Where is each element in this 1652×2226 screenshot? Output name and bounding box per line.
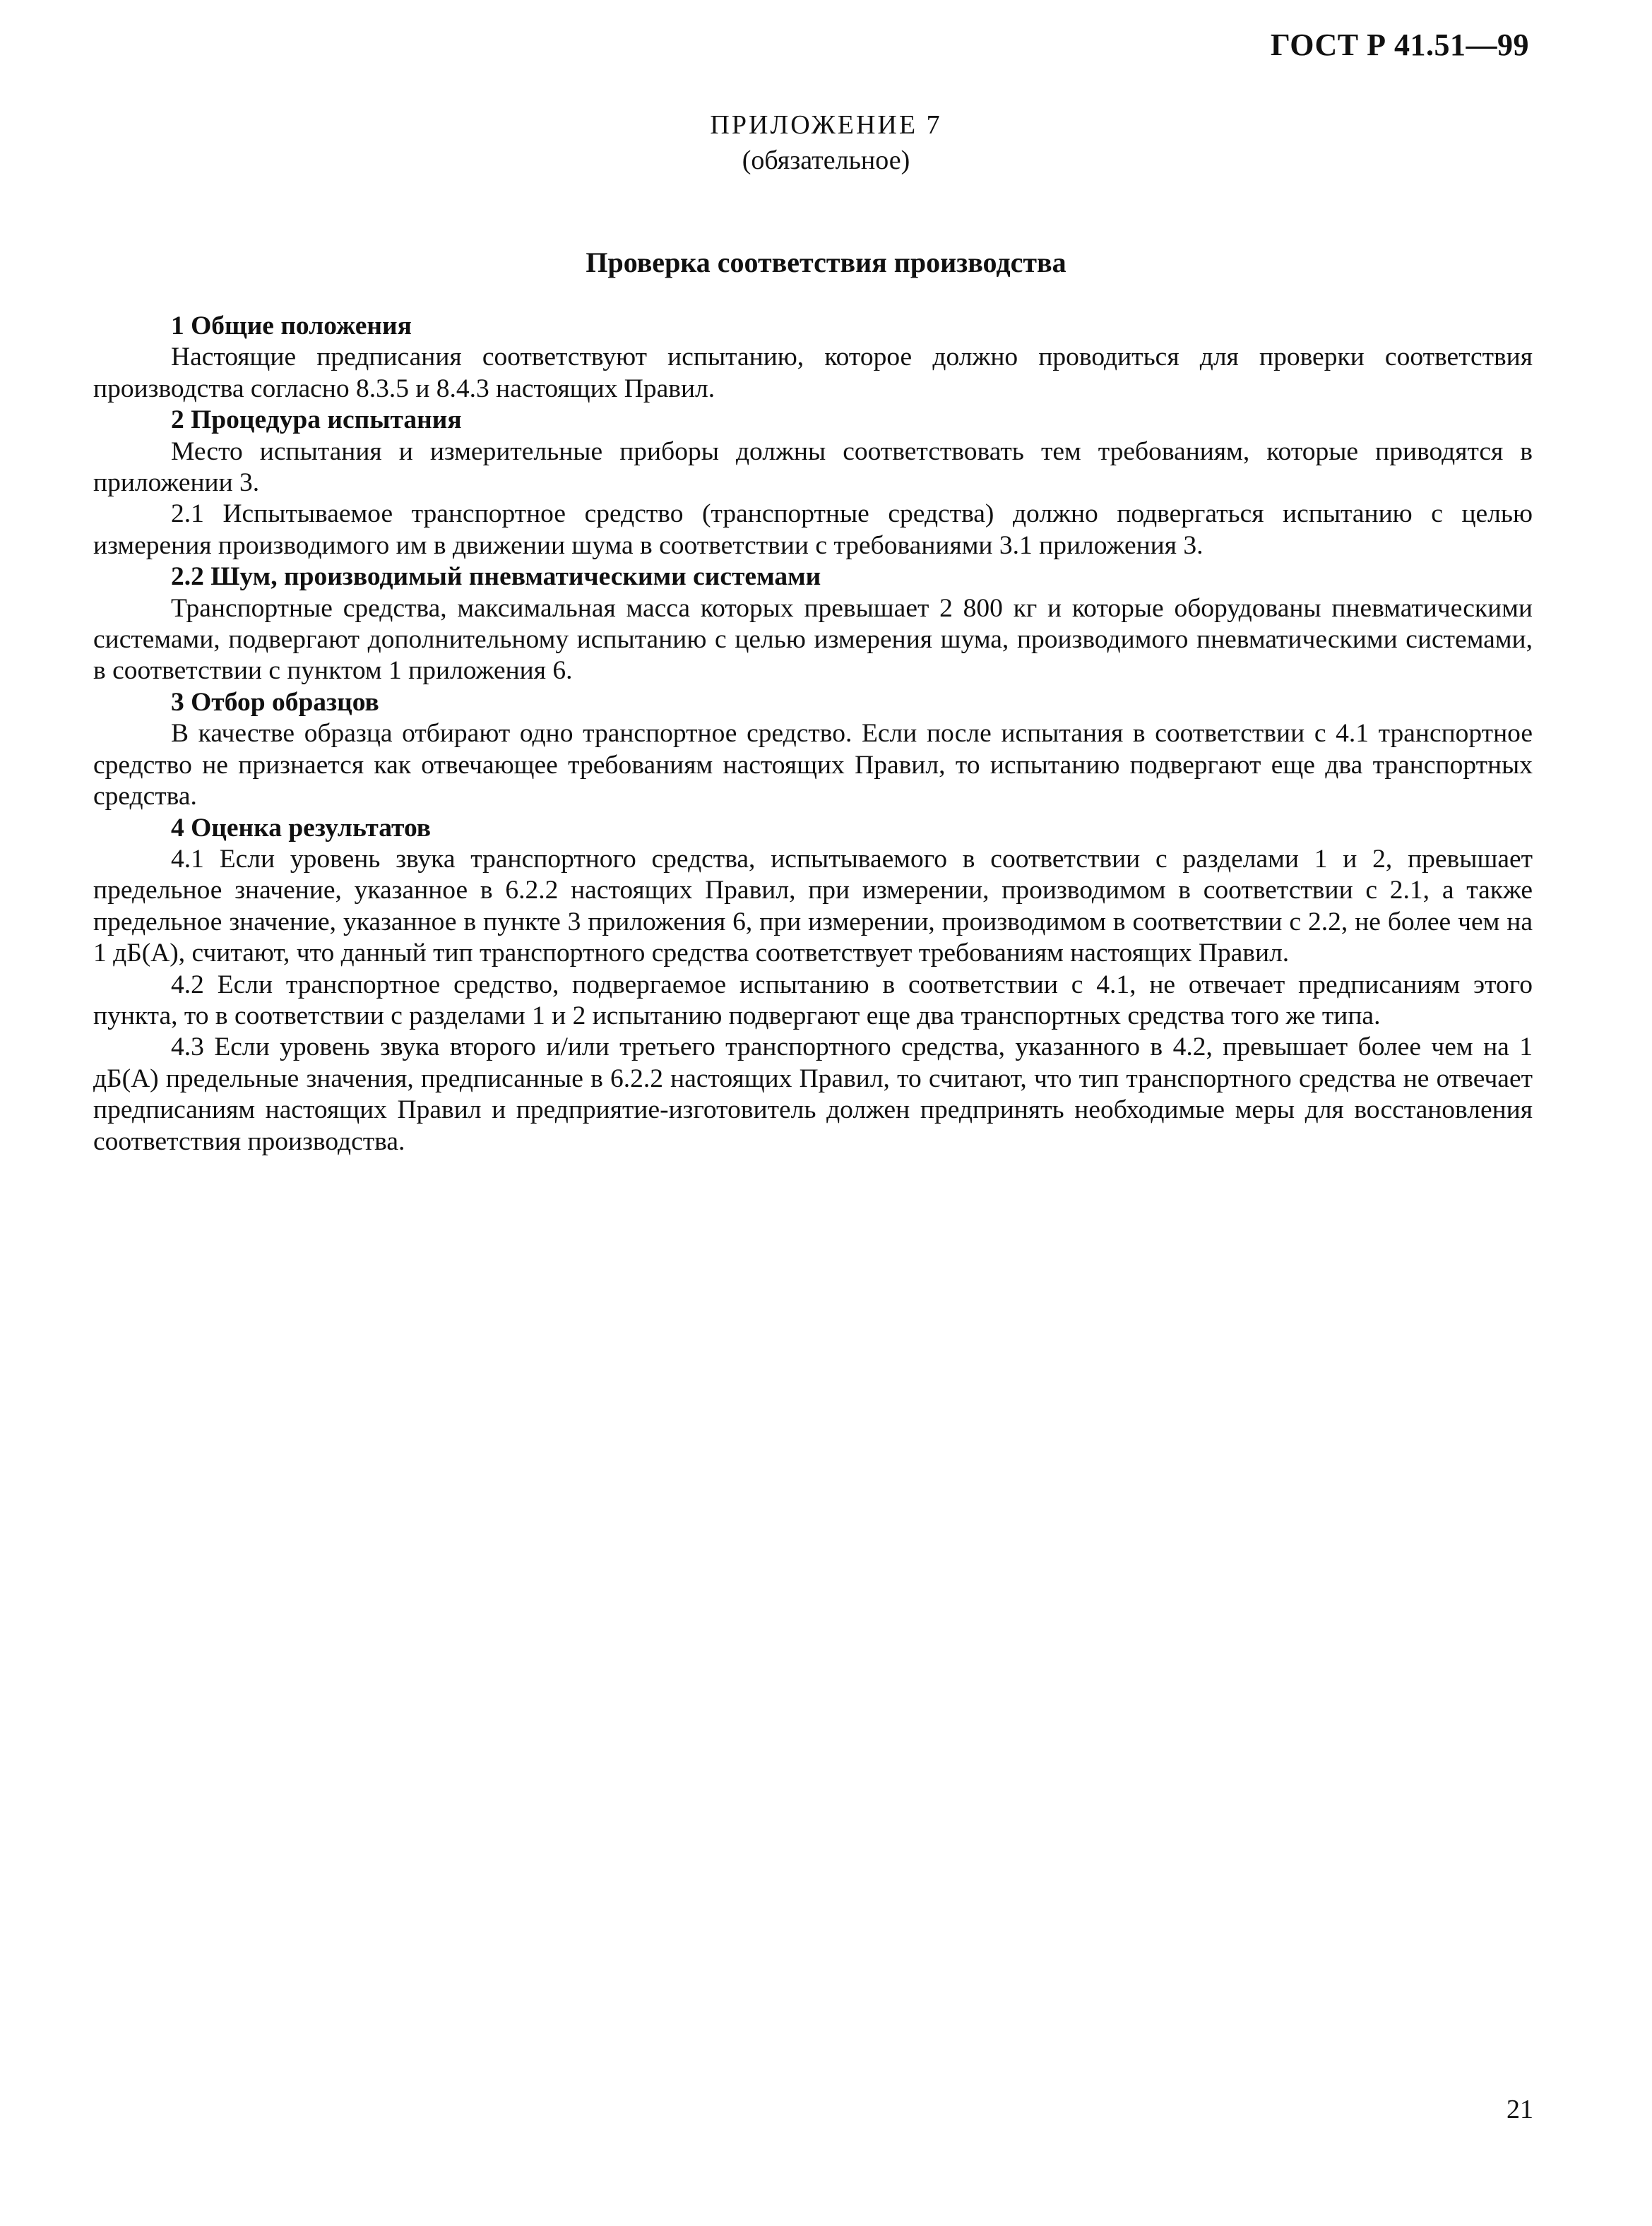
paragraph-pneumatic-noise: Транспортные средства, максимальная масса которых превышает 2 800 кг и которые оборудованы пневматическими системами, подвергают дополнительному испытанию с целью измерения шума, производимого пневматическими системами, в соответствии с пунктом 1 приложения 6. (93, 593, 1533, 686)
document-body (93, 311, 1533, 1157)
appendix-label: ПРИЛОЖЕНИЕ 7 (710, 110, 942, 140)
paragraph-sampling: В качестве образца отбирают одно транспортное средство. Если после испытания в соответствии с 4.1 транспортное средство не признается как отвечающее требованиям настоящих Правил, то испытанию подвергают еще два транспортных средства. (93, 719, 1533, 811)
paragraph-procedure: Место испытания и измерительные приборы должны соответствовать тем требованиям, которые приводятся в приложении 3. (93, 436, 1533, 498)
section-heading-sampling: 3 Отбор образцов (171, 687, 379, 717)
paragraph-4-3: 4.3 Если уровень звука второго и/или третьего транспортного средства, указанного в 4.2, превышает более чем на 1 дБ(А) предельные значения, предписанные в 6.2.2 настоящих Правил, то считают, что тип транспортного средства не отвечает предписаниям настоящих Правил и предприятие-изготовитель должен предпринять необходимые меры для восстановления соответствия производства. (93, 1032, 1533, 1156)
document-id: ГОСТ Р 41.51—99 (1270, 28, 1529, 62)
section-heading-procedure: 2 Процедура испытания (171, 405, 462, 435)
page-number: 21 (1507, 2095, 1533, 2124)
appendix-title: Проверка соответствия производства (586, 246, 1066, 278)
paragraph-general: Настоящие предписания соответствуют испытанию, которое должно проводиться для проверки соответствия производства согласно 8.3.5 и 8.4.3 настоящих Правил. (93, 343, 1533, 403)
appendix-status: (обязательное) (742, 145, 910, 175)
section-heading-evaluation: 4 Оценка результатов (171, 813, 432, 843)
section-heading-general: 1 Общие положения (171, 311, 412, 340)
section-heading-pneumatic-noise: 2.2 Шум, производимый пневматическими системами (171, 562, 821, 592)
paragraph-2-1: 2.1 Испытываемое транспортное средство (транспортные средства) должно подвергаться испытанию с целью измерения производимого им в движении шума в соответствии с требованиями 3.1 приложения 3. (93, 499, 1533, 560)
paragraph-4-2: 4.2 Если транспортное средство, подвергаемое испытанию в соответствии с 4.1, не отвечает предписаниям этого пункта, то в соответствии с разделами 1 и 2 испытанию подвергают еще два транспортных средства того же типа. (93, 970, 1533, 1030)
paragraph-4-1: 4.1 Если уровень звука транспортного средства, испытываемого в соответствии с разделами 1 и 2, превышает предельное значение, указанное в 6.2.2 настоящих Правил, при измерении, производимом в соответствии с 2.1, а также предельное значение, указанное в пункте 3 приложения 6, при измерении, производимом в соответствии с 2.2, не более чем на 1 дБ(А), считают, что данный тип транспортного средства соответствует требованиям настоящих Правил. (93, 844, 1533, 968)
